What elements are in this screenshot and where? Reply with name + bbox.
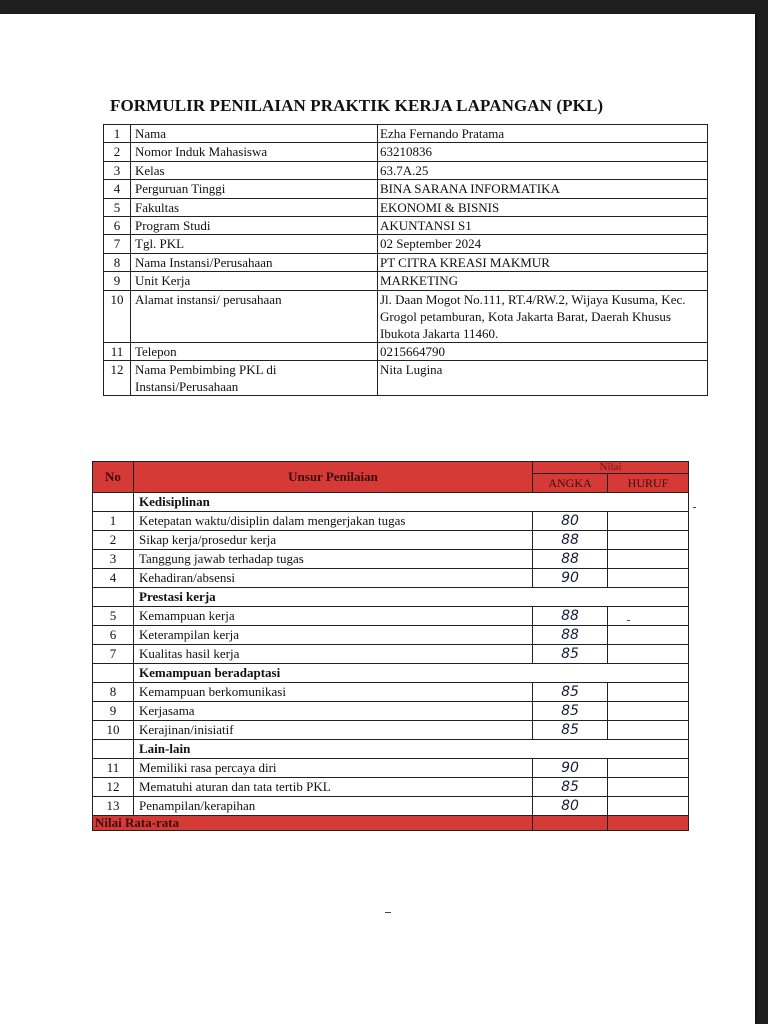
score-number: 11 (93, 759, 134, 778)
identity-number: 1 (104, 125, 131, 143)
identity-label: Telepon (131, 342, 378, 360)
score-row (93, 626, 689, 645)
score-row (93, 569, 689, 588)
identity-value: 63.7A.25 (378, 161, 708, 179)
score-item: Kemampuan kerja (134, 607, 533, 626)
identity-label: Fakultas (131, 198, 378, 216)
score-huruf (608, 702, 689, 721)
score-angka: 90 (533, 759, 608, 778)
score-angka: 85 (533, 683, 608, 702)
identity-value: Nita Lugina (378, 360, 708, 395)
identity-value: AKUNTANSI S1 (378, 216, 708, 234)
average-row (93, 816, 689, 831)
identity-value: 0215664790 (378, 342, 708, 360)
identity-number: 4 (104, 180, 131, 198)
section-number-cell (93, 493, 134, 512)
score-number: 1 (93, 512, 134, 531)
score-number: 13 (93, 797, 134, 816)
header-huruf: HURUF (608, 474, 689, 493)
score-row (93, 607, 689, 626)
score-item: Keterampilan kerja (134, 626, 533, 645)
section-title: Lain-lain (134, 740, 689, 759)
identity-number: 7 (104, 235, 131, 253)
identity-row (104, 360, 708, 395)
identity-row (104, 235, 708, 253)
identity-label: Tgl. PKL (131, 235, 378, 253)
score-number: 3 (93, 550, 134, 569)
assessment-header-row (93, 462, 689, 474)
score-huruf (608, 683, 689, 702)
identity-number: 12 (104, 360, 131, 395)
identity-number: 8 (104, 253, 131, 271)
score-huruf (608, 531, 689, 550)
identity-value: EKONOMI & BISNIS (378, 198, 708, 216)
score-item: Ketepatan waktu/disiplin dalam mengerjakan tugas (134, 512, 533, 531)
score-item: Kualitas hasil kerja (134, 645, 533, 664)
average-angka (533, 816, 608, 831)
identity-value: BINA SARANA INFORMATIKA (378, 180, 708, 198)
score-row (93, 550, 689, 569)
identity-row (104, 290, 708, 342)
score-huruf (608, 626, 689, 645)
header-nilai: Nilai (533, 462, 689, 474)
header-no: No (93, 462, 134, 493)
section-row (93, 588, 689, 607)
score-item: Tanggung jawab terhadap tugas (134, 550, 533, 569)
score-item: Penampilan/kerapihan (134, 797, 533, 816)
score-number: 12 (93, 778, 134, 797)
identity-value: Ezha Fernando Pratama (378, 125, 708, 143)
score-huruf (608, 797, 689, 816)
score-angka: 88 (533, 607, 608, 626)
score-huruf (608, 778, 689, 797)
score-row (93, 531, 689, 550)
score-number: 5 (93, 607, 134, 626)
identity-number: 6 (104, 216, 131, 234)
identity-value: Jl. Daan Mogot No.111, RT.4/RW.2, Wijaya Kusuma, Kec. Grogol petamburan, Kota Jakarta Barat, Daerah Khusus Ibukota Jakarta 11460. (378, 290, 708, 342)
score-angka: 85 (533, 778, 608, 797)
section-number-cell (93, 588, 134, 607)
score-number: 4 (93, 569, 134, 588)
identity-row (104, 125, 708, 143)
score-number: 6 (93, 626, 134, 645)
identity-row (104, 216, 708, 234)
identity-label: Nama Pembimbing PKL di Instansi/Perusahaan (131, 360, 378, 395)
identity-row (104, 253, 708, 271)
identity-table (103, 124, 708, 396)
section-title: Prestasi kerja (134, 588, 689, 607)
identity-label: Alamat instansi/ perusahaan (131, 290, 378, 342)
score-row (93, 683, 689, 702)
score-number: 7 (93, 645, 134, 664)
section-title: Kedisiplinan (134, 493, 689, 512)
score-angka: 88 (533, 550, 608, 569)
average-huruf (608, 816, 689, 831)
identity-number: 10 (104, 290, 131, 342)
score-row (93, 702, 689, 721)
score-huruf (608, 607, 689, 626)
identity-value: 02 September 2024 (378, 235, 708, 253)
assessment-table (92, 461, 689, 831)
section-title: Kemampuan beradaptasi (134, 664, 689, 683)
score-item: Mematuhi aturan dan tata tertib PKL (134, 778, 533, 797)
score-item: Kerajinan/inisiatif (134, 721, 533, 740)
identity-number: 3 (104, 161, 131, 179)
average-label: Nilai Rata-rata (93, 816, 533, 831)
identity-row (104, 342, 708, 360)
identity-label: Nama (131, 125, 378, 143)
score-row (93, 645, 689, 664)
identity-value: MARKETING (378, 272, 708, 290)
score-huruf (608, 759, 689, 778)
score-item: Kemampuan berkomunikasi (134, 683, 533, 702)
score-row (93, 759, 689, 778)
score-number: 10 (93, 721, 134, 740)
identity-row (104, 143, 708, 161)
section-row (93, 493, 689, 512)
speck-mark (385, 912, 391, 913)
section-number-cell (93, 664, 134, 683)
identity-value: 63210836 (378, 143, 708, 161)
score-number: 2 (93, 531, 134, 550)
identity-number: 9 (104, 272, 131, 290)
score-item: Kehadiran/absensi (134, 569, 533, 588)
score-angka: 85 (533, 645, 608, 664)
speck-mark (627, 620, 630, 621)
section-row (93, 664, 689, 683)
identity-row (104, 198, 708, 216)
score-huruf (608, 550, 689, 569)
identity-number: 5 (104, 198, 131, 216)
score-number: 9 (93, 702, 134, 721)
identity-row (104, 272, 708, 290)
score-angka: 80 (533, 797, 608, 816)
identity-number: 2 (104, 143, 131, 161)
identity-label: Nomor Induk Mahasiswa (131, 143, 378, 161)
score-angka: 85 (533, 721, 608, 740)
identity-label: Perguruan Tinggi (131, 180, 378, 198)
identity-row (104, 161, 708, 179)
score-row (93, 797, 689, 816)
score-angka: 88 (533, 626, 608, 645)
score-angka: 88 (533, 531, 608, 550)
score-item: Kerjasama (134, 702, 533, 721)
header-angka: ANGKA (533, 474, 608, 493)
score-item: Memiliki rasa percaya diri (134, 759, 533, 778)
score-number: 8 (93, 683, 134, 702)
score-item: Sikap kerja/prosedur kerja (134, 531, 533, 550)
identity-label: Program Studi (131, 216, 378, 234)
score-row (93, 512, 689, 531)
score-huruf (608, 512, 689, 531)
score-angka: 80 (533, 512, 608, 531)
identity-number: 11 (104, 342, 131, 360)
identity-label: Unit Kerja (131, 272, 378, 290)
score-row (93, 721, 689, 740)
identity-label: Kelas (131, 161, 378, 179)
section-number-cell (93, 740, 134, 759)
identity-row (104, 180, 708, 198)
speck-mark (693, 507, 696, 508)
score-huruf (608, 569, 689, 588)
identity-value: PT CITRA KREASI MAKMUR (378, 253, 708, 271)
score-angka: 85 (533, 702, 608, 721)
score-huruf (608, 721, 689, 740)
identity-label: Nama Instansi/Perusahaan (131, 253, 378, 271)
score-huruf (608, 645, 689, 664)
section-row (93, 740, 689, 759)
score-row (93, 778, 689, 797)
form-title: FORMULIR PENILAIAN PRAKTIK KERJA LAPANGAN (PKL) (110, 96, 604, 115)
header-unsur: Unsur Penilaian (134, 462, 533, 493)
score-angka: 90 (533, 569, 608, 588)
